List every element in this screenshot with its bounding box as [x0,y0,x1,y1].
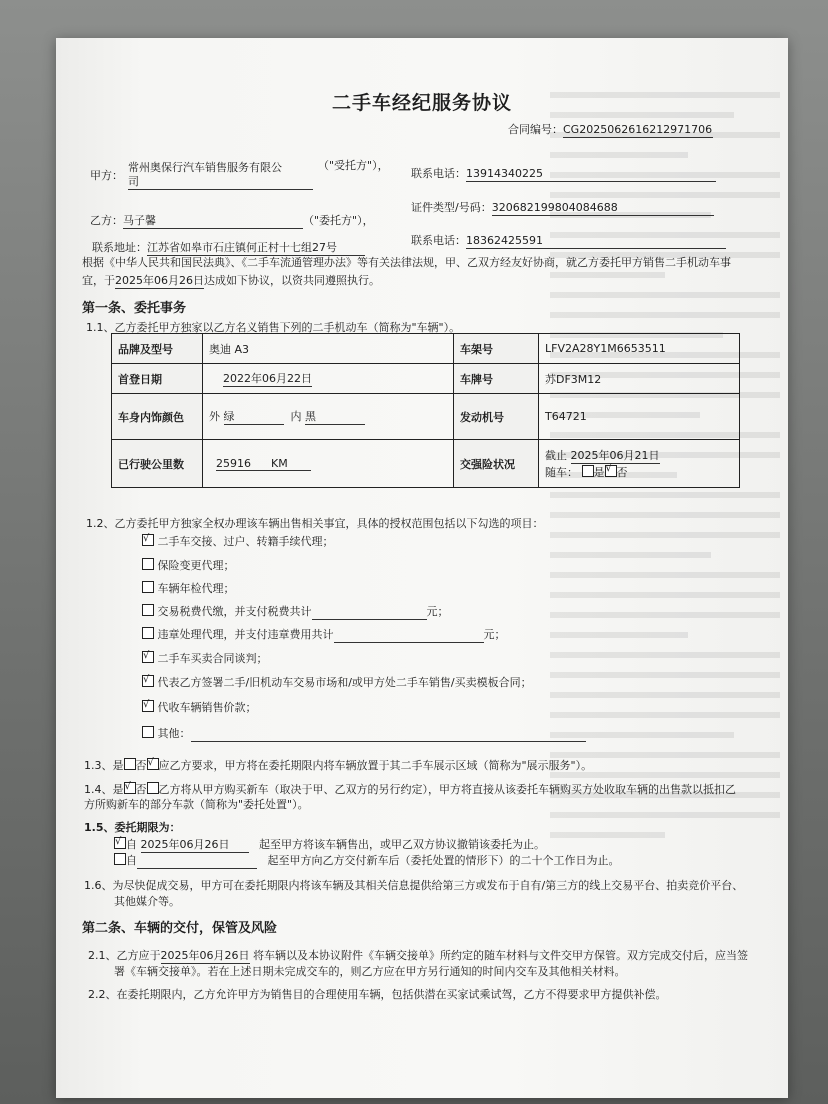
reg-date-value: 2022年06月22日 [203,364,454,394]
option-checkbox[interactable] [142,700,154,712]
term-a-checkbox[interactable] [114,837,126,849]
party-a-role: （"受托方"）， [318,159,389,172]
option-checkbox[interactable] [142,675,154,687]
clause-2-1: 2.1、乙方应于2025年06月26日 将车辆以及本协议附件《车辆交接单》所约定的随车材料与文件交甲方保管。双方完成交付后，应当签 [88,949,748,962]
party-b-id: 证件类型/号码：320682199804084688 [411,201,714,216]
party-a-name: 常州奥保行汽车销售服务有限公 司 [128,161,313,190]
engine-value: T64721 [539,394,740,440]
intro-line-2: 宜，于2025年06月26日达成如下协议，以资共同遵照执行。 [82,274,380,287]
clause-2-2: 2.2、在委托期限内，乙方允许甲方为销售目的合理使用车辆，包括供潜在买家试乘试驾，乙方不得要求甲方提供补偿。 [88,988,667,1001]
plate-label: 车牌号 [454,364,539,394]
section-2-heading: 第二条、车辆的交付，保管及风险 [82,921,278,936]
engine-label: 发动机号 [454,394,539,440]
insurance-value: 截止 2025年06月21日 随车： 是√ 否 [539,440,740,488]
clause-1-1: 1.1、乙方委托甲方独家以乙方名义销售下列的二手机动车（简称为"车辆"）。 [86,321,461,334]
contract-page [56,38,788,1098]
c14-yes-checkbox[interactable] [124,782,136,794]
option-inspection: 车辆年检代理； [142,581,235,596]
clause-1-2: 1.2、乙方委托甲方独家全权办理该车辆出售相关事宜，具体的授权范围包括以下勾选的项目： [86,517,544,530]
option-negotiation: √ 二手车买卖合同谈判； [142,651,268,666]
clause-1-5-title: 1.5、委托期限为： [84,821,181,834]
clause-1-6-line2: 其他媒介等。 [114,895,180,908]
clause-1-4-line2: 方所购新车的部分车款（简称为"委托处置"）。 [84,798,309,811]
contract-number: 合同编号：CG2025062616212971706 [508,123,713,136]
option-checkbox[interactable] [142,627,154,639]
color-label: 车身内饰颜色 [112,394,203,440]
insurance-no-checkbox[interactable] [605,465,617,477]
vin-label: 车架号 [454,334,539,364]
option-collect-price: √ 代收车辆销售价款； [142,700,257,715]
intro-line-1: 根据《中华人民共和国民法典》、《二手车流通管理办法》等有关法律法规，甲、乙双方经友好协商，就乙方委托甲方销售二手机动车事 [82,256,731,269]
clause-2-1-line2: 署《车辆交接单》。若在上述日期未完成交车的，则乙方应在甲方另行通知的时间内交车及其他相关材料。 [114,965,626,978]
mileage-label: 已行驶公里数 [112,440,203,488]
reg-date-label: 首登日期 [112,364,203,394]
clause-1-4: 1.4、是√ 否 乙方将从甲方购买新车（取决于甲、乙双方的另行约定），甲方将直接从该委托车辆购买方处收取车辆的出售款以抵扣乙 [84,782,736,797]
option-tax: 交易税费代缴，并支付税费共计 元； [142,604,449,620]
option-checkbox[interactable] [142,604,154,616]
document-title: 二手车经纪服务协议 [331,92,512,114]
term-b-checkbox[interactable] [114,853,126,865]
plate-value: 苏DF3M12 [539,364,740,394]
option-checkbox[interactable] [142,581,154,593]
option-transfer: √ 二手车交接、过户、转籍手续代理； [142,534,334,549]
insurance-yes-checkbox[interactable] [582,465,594,477]
mileage-value: 25916 KM [203,440,454,488]
clause-1-6: 1.6、为尽快促成交易，甲方可在委托期限内将该车辆及其相关信息提供给第三方或发布于自有/第三方的线上交易平台、拍卖竞价平台、 [84,879,744,892]
insurance-label: 交强险状况 [454,440,539,488]
option-insurance: 保险变更代理； [142,558,235,573]
option-other: 其他： [142,726,586,742]
option-checkbox[interactable] [142,651,154,663]
term-option-b: 自 起至甲方向乙方交付新车后（委托处置的情形下）的二十个工作日为止。 [114,853,620,869]
brand-value: 奥迪 A3 [203,334,454,364]
party-b-phone: 联系电话：18362425591 [411,234,726,249]
party-a-label: 甲方： [90,169,123,182]
party-b-name: 乙方：马子馨 （"委托方"）， [90,214,374,227]
party-a-phone: 联系电话：13914340225 [411,167,716,182]
option-violation: 违章处理代理，并支付违章费用共计 元； [142,627,506,643]
brand-label: 品牌及型号 [112,334,203,364]
bleed-through-text [550,78,780,1058]
party-b-address: 联系地址：江苏省如皋市石庄镇何正村十七组27号 [92,241,365,256]
option-checkbox[interactable] [142,534,154,546]
option-checkbox[interactable] [142,726,154,738]
c13-no-checkbox[interactable] [147,758,159,770]
vin-value: LFV2A28Y1M6653511 [539,334,740,364]
color-value: 外 绿 内 黑 [203,394,454,440]
option-checkbox[interactable] [142,558,154,570]
option-sign-contract: √ 代表乙方签署二手/旧机动车交易市场和/或甲方处二手车销售/买卖模板合同； [142,675,532,690]
vehicle-table [111,333,740,488]
clause-1-3: 1.3、是 否√ 应乙方要求，甲方将在委托期限内将车辆放置于其二手车展示区域（简称为"展示服务"）。 [84,758,592,773]
c13-yes-checkbox[interactable] [124,758,136,770]
c14-no-checkbox[interactable] [147,782,159,794]
section-1-heading: 第一条、委托事务 [82,301,187,316]
term-option-a: √自 2025年06月26日 起至甲方将该车辆售出，或甲乙双方协议撤销该委托为止。 [114,837,545,853]
